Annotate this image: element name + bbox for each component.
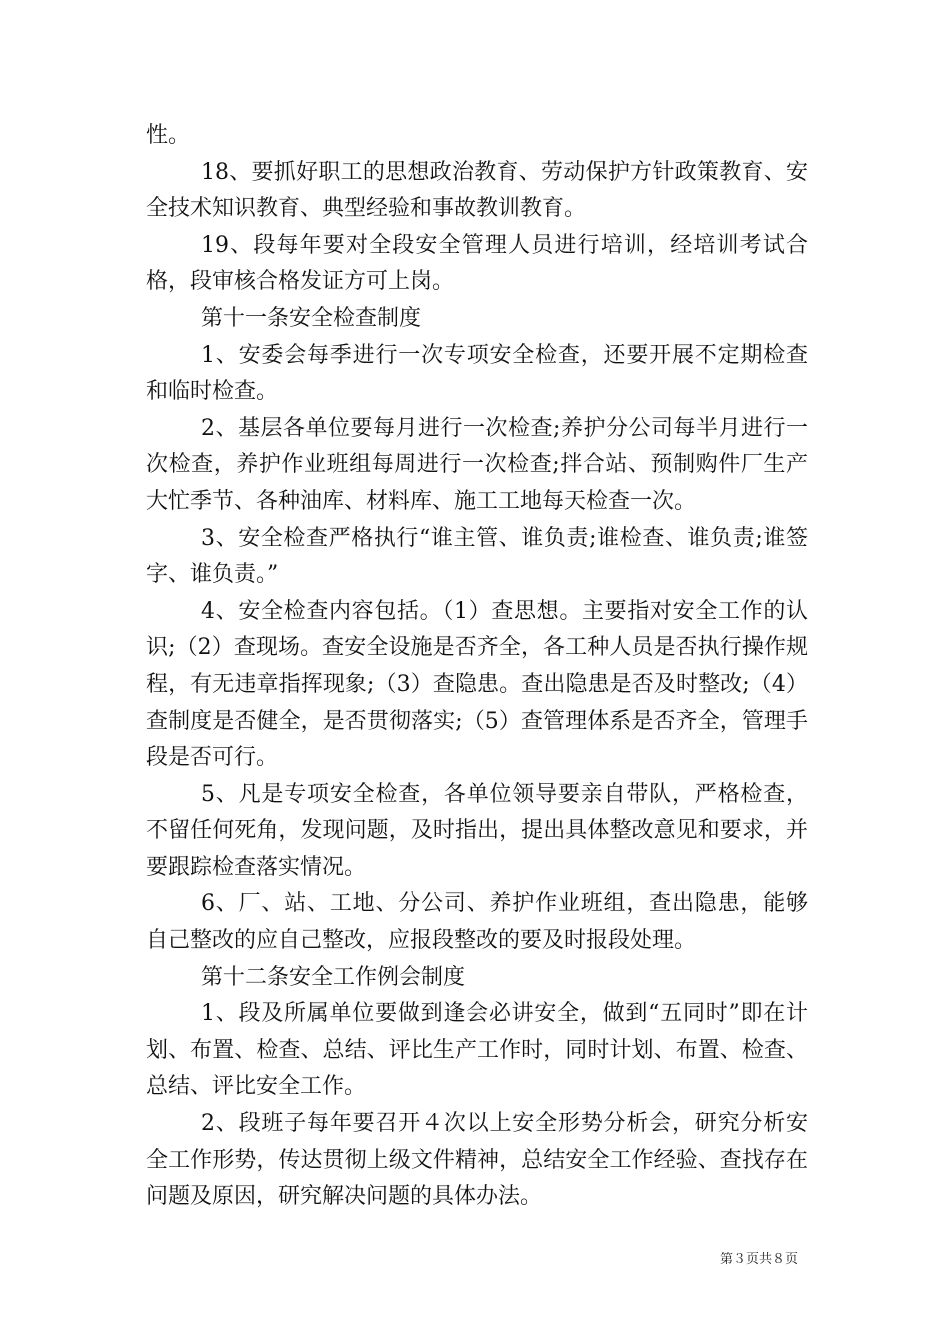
paragraph-item-18: 18、要抓好职工的思想政治教育、劳动保护方针政策教育、安全技术知识教育、典型经验和事故教训教育。 <box>146 159 808 222</box>
paragraph-inspection-3: 3、安全检查严格执行“谁主管、谁负责;谁检查、谁负责;谁签字、谁负责。” <box>146 525 808 588</box>
paragraph-inspection-6: 6、厂、站、工地、分公司、养护作业班组，查出隐患，能够自己整改的应自己整改，应报段整改的要及时报段处理。 <box>146 891 808 954</box>
paragraph-continuation: 性。 <box>146 123 191 148</box>
paragraph-item-19: 19、段每年要对全段安全管理人员进行培训，经培训考试合格，段审核合格发证方可上岗。 <box>146 232 808 295</box>
section-heading-11: 第十一条安全检查制度 <box>201 305 422 331</box>
paragraph-inspection-5: 5、凡是专项安全检查，各单位领导要亲自带队，严格检查，不留任何死角，发现问题，及时指出，提出具体整改意见和要求，并要跟踪检查落实情况。 <box>146 781 808 880</box>
document-body <box>146 118 808 1216</box>
paragraph-inspection-4: 4、安全检查内容包括。（1）查思想。主要指对安全工作的认识;（2）查现场。查安全设施是否齐全，各工种人员是否执行操作规程，有无违章指挥现象;（3）查隐患。查出隐患是否及时整改;（4）查制度是否健全，是否贯彻落实;（5）查管理体系是否齐全，管理手段是否可行。 <box>146 598 808 771</box>
section-heading-12: 第十二条安全工作例会制度 <box>201 964 466 990</box>
paragraph-inspection-2: 2、基层各单位要每月进行一次检查;养护分公司每半月进行一次检查，养护作业班组每周进行一次检查;拌合站、预制购件厂生产大忙季节、各种油库、材料库、施工工地每天检查一次。 <box>146 415 808 514</box>
page-number: 第３页共８页 <box>720 1252 799 1267</box>
paragraph-meeting-1: 1、段及所属单位要做到逢会必讲安全，做到“五同时”即在计划、布置、检查、总结、评比生产工作时，同时计划、布置、检查、总结、评比安全工作。 <box>146 1001 808 1100</box>
paragraph-meeting-2: 2、段班子每年要召开４次以上安全形势分析会，研究分析安全工作形势，传达贯彻上级文件精神，总结安全工作经验、查找存在问题及原因，研究解决问题的具体办法。 <box>146 1111 808 1210</box>
paragraph-inspection-1: 1、安委会每季进行一次专项安全检查，还要开展不定期检查和临时检查。 <box>146 342 808 405</box>
